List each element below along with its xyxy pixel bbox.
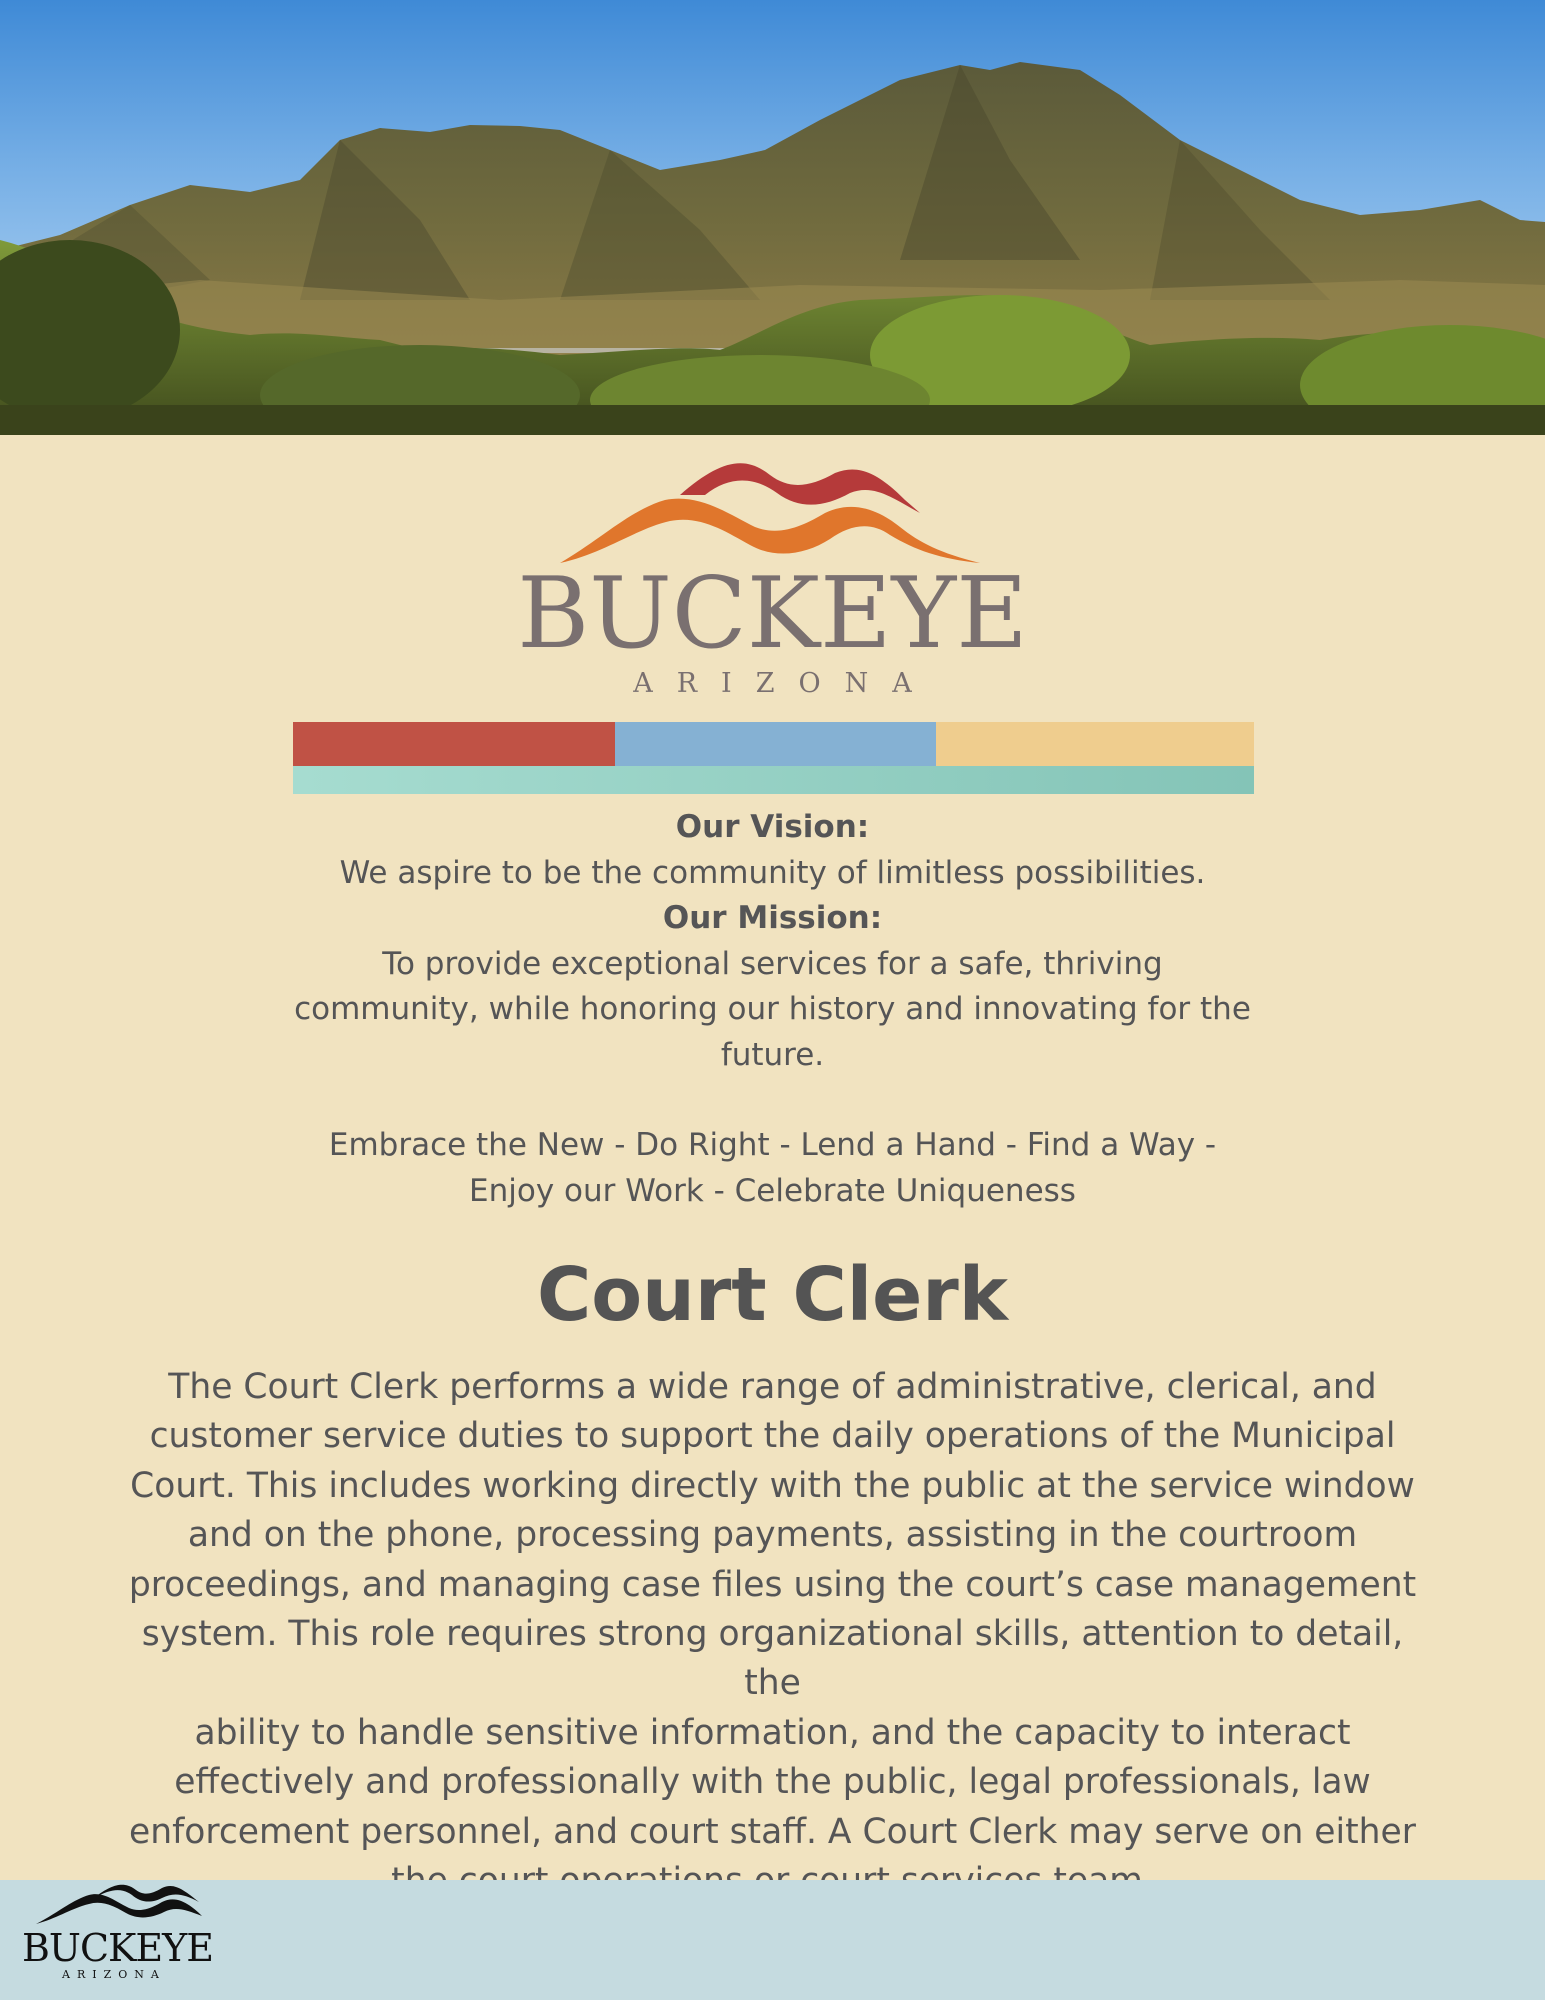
color-stripe-bar: [293, 722, 1254, 794]
vision-text: We aspire to be the community of limitless possibilities.: [339, 854, 1206, 891]
vision-mission-block: [260, 805, 1285, 1078]
job-title: Court Clerk: [536, 1252, 1009, 1338]
description-line: customer service duties to support the daily operations of the Municipal: [149, 1416, 1396, 1457]
mission-text-line: To provide exceptional services for a safe, thriving: [382, 945, 1163, 982]
footer-logo-state-label: ARIZONA: [62, 1968, 166, 1981]
values-line: Embrace the New - Do Right - Lend a Hand - Find a Way -: [328, 1127, 1217, 1163]
footer-band: [0, 1880, 1545, 2000]
description-line: The Court Clerk performs a wide range of administrative, clerical, and: [168, 1367, 1377, 1407]
mountain-landscape-illustration: [0, 0, 1545, 435]
description-line: effectively and professionally with the public, legal professionals, law: [174, 1762, 1371, 1803]
job-description: [110, 1363, 1435, 1906]
description-line: ability to handle sensitive information, and the capacity to interact: [194, 1712, 1351, 1753]
logo-mountain-mark-icon: [545, 455, 995, 570]
mission-heading: Our Mission:: [662, 900, 883, 936]
core-values: [260, 1123, 1285, 1214]
description-line: Court. This includes working directly with the public at the service window: [130, 1465, 1415, 1506]
stripe-yellow: [936, 722, 1254, 766]
logo-state-label: ARIZONA: [633, 668, 936, 699]
stripe-teal: [293, 766, 1254, 794]
footer-logo-mark-icon: [34, 1880, 204, 1928]
footer-logo-wordmark: BUCKEYE: [22, 1926, 213, 1970]
buckeye-logo: [0, 455, 1545, 705]
stripe-red: [293, 722, 615, 766]
description-line: and on the phone, processing payments, assisting in the courtroom: [187, 1515, 1358, 1556]
mission-text-line: future.: [720, 1036, 825, 1073]
logo-wordmark: BUCKEYE: [517, 557, 1028, 671]
hero-landscape-image: [0, 0, 1545, 435]
vision-heading: Our Vision:: [675, 809, 870, 845]
description-line: system. This role requires strong organizational skills, attention to detail, the: [141, 1614, 1404, 1704]
description-line: enforcement personnel, and court staff. A Court Clerk may serve on either: [129, 1811, 1416, 1852]
description-line: proceedings, and managing case files using the court’s case management: [128, 1564, 1417, 1605]
values-line: Enjoy our Work - Celebrate Uniqueness: [469, 1172, 1076, 1209]
stripe-blue: [615, 722, 936, 766]
mission-text-line: community, while honoring our history and innovating for the: [294, 991, 1251, 1027]
